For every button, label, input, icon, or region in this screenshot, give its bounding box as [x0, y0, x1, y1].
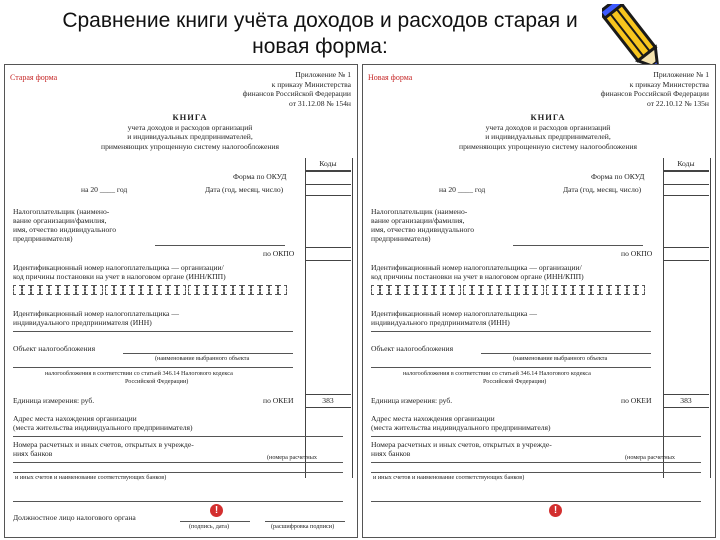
inn-digit-cell — [463, 285, 472, 295]
bank-note: и иных счетов и наименование соответствующих банков) — [15, 474, 167, 481]
inn-digit-cell — [141, 285, 150, 295]
official-label: Должностное лицо налогового органа — [13, 513, 136, 522]
signature-name-hint: (расшифровка подписи) — [271, 523, 335, 530]
new-form-page — [362, 64, 716, 538]
object-label: Объект налогообложения — [13, 344, 96, 353]
address-label-line: Адрес места нахождения организации — [371, 414, 495, 423]
taxpayer-label-line: вание организации/фамилия, — [371, 216, 465, 225]
object-note-line: Российской Федерации) — [483, 378, 547, 385]
book-heading — [423, 113, 673, 151]
book-subtitle-line: учета доходов и расходов организаций — [485, 122, 611, 132]
accounts-line — [13, 462, 343, 463]
object-line — [481, 353, 651, 354]
inn-digit-cell — [76, 285, 85, 295]
inn-digit-cell — [150, 285, 159, 295]
inn-digit-cell — [40, 285, 49, 295]
inn-kpp-label-line: код причины постановки на учет в налоговом органе (ИНН/КПП) — [371, 272, 584, 281]
accounts-label-line: ниях банков — [13, 449, 53, 458]
inn-digit-cell — [636, 285, 645, 295]
object-note-line: налогообложения в соответствии со статьей 346.14 Налогового кодекса — [403, 370, 591, 377]
inn-digit-cell — [206, 285, 215, 295]
inn-digit-cell — [251, 285, 260, 295]
appendix-line: финансов Российской Федерации — [242, 89, 351, 98]
appendix-line: от 22.10.12 № 135н — [647, 98, 709, 108]
inn-digit-cell — [508, 285, 517, 295]
object-label: Объект налогообложения — [371, 344, 454, 353]
inn-kpp-label-line: Идентификационный номер налогоплательщика — организации/ — [13, 263, 224, 272]
accounts-line — [371, 462, 701, 463]
book-heading — [65, 113, 315, 151]
address-label-line: (места жительства индивидуального предпринимателя) — [13, 423, 193, 432]
date-code-cell — [305, 183, 351, 196]
inn-digit-cell — [67, 285, 76, 295]
attention-mark-icon: ! — [549, 504, 562, 517]
inn-ip-label-line: индивидуального предпринимателя (ИНН) — [371, 318, 510, 327]
inn-ip-label-line: индивидуального предпринимателя (ИНН) — [13, 318, 152, 327]
accounts-label-line: Номера расчетных и иных счетов, открытых в учрежде- — [13, 440, 194, 449]
book-title: КНИГА — [172, 112, 208, 122]
inn-ip-label-line: Идентификационный номер налогоплательщика — — [371, 309, 537, 318]
inn-digit-cell — [224, 285, 233, 295]
inn-ip-line — [13, 331, 293, 332]
inn-kpp-label-line: код причины постановки на учет в налоговом органе (ИНН/КПП) — [13, 272, 226, 281]
taxpayer-label-line: вание организации/фамилия, — [13, 216, 107, 225]
inn-digit-cell — [13, 285, 22, 295]
book-subtitle-line: учета доходов и расходов организаций — [127, 122, 253, 132]
okud-label: Форма по ОКУД — [591, 172, 645, 181]
form-version-tag: Старая форма — [10, 73, 58, 82]
accounts-hint: (номера расчетных — [625, 454, 675, 461]
object-line — [123, 353, 293, 354]
inn-digit-cell — [188, 285, 197, 295]
taxpayer-label-line: предпринимателя) — [13, 234, 73, 243]
okpo-code-cell — [305, 247, 351, 261]
bank-line-2 — [371, 501, 701, 502]
inn-digit-cell — [535, 285, 544, 295]
object-line-2 — [371, 367, 651, 368]
form-version-tag: Новая форма — [368, 73, 413, 82]
inn-digit-cell — [389, 285, 398, 295]
inn-digit-cell — [114, 285, 123, 295]
inn-digit-cell — [22, 285, 31, 295]
appendix-line: Приложение № 1 — [295, 70, 351, 79]
taxpayer-label-line: Налогоплательщик (наимено- — [13, 207, 110, 216]
inn-digit-cell — [591, 285, 600, 295]
inn-kpp-label-line: Идентификационный номер налогоплательщика — организации/ — [371, 263, 582, 272]
slide-title-line-1: Сравнение книги учёта доходов и расходов старая и — [62, 9, 578, 32]
inn-digit-cell — [416, 285, 425, 295]
year-label: на 20 ____ год — [439, 185, 486, 194]
object-note-line: налогообложения в соответствии со статьей 346.14 Налогового кодекса — [45, 370, 233, 377]
accounts-label-line: ниях банков — [371, 449, 411, 458]
inn-digit-cell — [132, 285, 141, 295]
book-subtitle-line: применяющих упрощенную систему налогообложения — [101, 141, 279, 151]
appendix-line: от 31.12.08 № 154н — [289, 98, 351, 108]
inn-digit-cell — [159, 285, 168, 295]
inn-digit-cell — [582, 285, 591, 295]
object-line-2 — [13, 367, 293, 368]
signature-name-line — [265, 521, 345, 522]
unit-label: Единица измерения: руб. — [13, 396, 95, 405]
inn-digit-cell — [123, 285, 132, 295]
date-label: Дата (год, месяц, число) — [563, 185, 642, 194]
inn-digit-cell — [380, 285, 389, 295]
inn-digit-cell — [269, 285, 278, 295]
inn-digit-cell — [618, 285, 627, 295]
inn-digit-cell — [49, 285, 58, 295]
book-subtitle-line: применяющих упрощенную систему налогообложения — [459, 141, 637, 151]
appendix-reference — [559, 70, 709, 108]
signature-hint: (подпись, дата) — [189, 523, 230, 530]
book-title: КНИГА — [530, 112, 566, 122]
taxpayer-label-line: имя, отчество индивидуального — [371, 225, 475, 234]
inn-digit-cell — [398, 285, 407, 295]
taxpayer-label-line: имя, отчество индивидуального — [13, 225, 117, 234]
inn-kpp-cells — [13, 285, 287, 295]
inn-digit-cell — [434, 285, 443, 295]
inn-digit-cell — [600, 285, 609, 295]
bank-line — [13, 472, 343, 473]
inn-digit-cell — [31, 285, 40, 295]
inn-digit-cell — [452, 285, 461, 295]
taxpayer-label-line: Налогоплательщик (наимено- — [371, 207, 468, 216]
inn-digit-cell — [564, 285, 573, 295]
slide-title-line-2: новая форма: — [252, 35, 388, 58]
old-form-page — [4, 64, 358, 538]
inn-digit-cell — [242, 285, 251, 295]
inn-ip-label-line: Идентификационный номер налогоплательщика — — [13, 309, 179, 318]
codes-column — [305, 158, 353, 478]
inn-digit-cell — [627, 285, 636, 295]
object-hint: (наименование выбранного объекта — [513, 355, 608, 362]
inn-digit-cell — [499, 285, 508, 295]
codes-header: Коды — [663, 158, 709, 171]
signature-line — [180, 521, 250, 522]
inn-digit-cell — [425, 285, 434, 295]
inn-digit-cell — [546, 285, 555, 295]
accounts-label-line: Номера расчетных и иных счетов, открытых в учрежде- — [371, 440, 552, 449]
inn-kpp-cells — [371, 285, 645, 295]
inn-digit-cell — [526, 285, 535, 295]
appendix-line: к приказу Министерства — [629, 79, 709, 89]
okei-code-cell: 383 — [305, 394, 351, 408]
book-subtitle-line: и индивидуальных предпринимателей, — [127, 132, 253, 141]
codes-header: Коды — [305, 158, 351, 171]
bank-note: и иных счетов и наименование соответствующих банков) — [373, 474, 525, 481]
inn-digit-cell — [609, 285, 618, 295]
inn-ip-line — [371, 331, 651, 332]
inn-digit-cell — [260, 285, 269, 295]
okei-code-cell: 383 — [663, 394, 709, 408]
inn-digit-cell — [573, 285, 582, 295]
address-line — [13, 436, 343, 437]
object-note-line: Российской Федерации) — [125, 378, 189, 385]
attention-mark-icon: ! — [210, 504, 223, 517]
inn-digit-cell — [278, 285, 287, 295]
taxpayer-name-line — [513, 245, 643, 246]
taxpayer-name-line — [155, 245, 285, 246]
date-code-cell — [663, 183, 709, 196]
inn-digit-cell — [58, 285, 67, 295]
bank-line-2 — [13, 501, 343, 502]
inn-digit-cell — [105, 285, 114, 295]
okei-label: по ОКЕИ — [263, 396, 294, 405]
appendix-line: Приложение № 1 — [653, 70, 709, 79]
okpo-label: по ОКПО — [263, 249, 295, 258]
accounts-hint: (номера расчетных — [267, 454, 317, 461]
inn-digit-cell — [555, 285, 564, 295]
slide-title — [40, 8, 600, 60]
okud-label: Форма по ОКУД — [233, 172, 287, 181]
inn-digit-cell — [443, 285, 452, 295]
inn-digit-cell — [472, 285, 481, 295]
okei-label: по ОКЕИ — [621, 396, 652, 405]
object-hint: (наименование выбранного объекта — [155, 355, 250, 362]
okpo-label: по ОКПО — [621, 249, 653, 258]
inn-digit-cell — [407, 285, 416, 295]
address-line — [371, 436, 701, 437]
inn-digit-cell — [94, 285, 103, 295]
inn-digit-cell — [168, 285, 177, 295]
inn-digit-cell — [481, 285, 490, 295]
appendix-line: финансов Российской Федерации — [600, 89, 709, 98]
taxpayer-label-line: предпринимателя) — [371, 234, 431, 243]
inn-digit-cell — [215, 285, 224, 295]
appendix-reference — [201, 70, 351, 108]
inn-digit-cell — [233, 285, 242, 295]
inn-digit-cell — [490, 285, 499, 295]
date-label: Дата (год, месяц, число) — [205, 185, 284, 194]
inn-digit-cell — [517, 285, 526, 295]
codes-column — [663, 158, 711, 478]
inn-digit-cell — [371, 285, 380, 295]
inn-digit-cell — [85, 285, 94, 295]
address-label-line: (места жительства индивидуального предпринимателя) — [371, 423, 551, 432]
appendix-line: к приказу Министерства — [271, 79, 351, 89]
book-subtitle-line: и индивидуальных предпринимателей, — [485, 132, 611, 141]
address-label-line: Адрес места нахождения организации — [13, 414, 137, 423]
year-label: на 20 ____ год — [81, 185, 128, 194]
inn-digit-cell — [197, 285, 206, 295]
unit-label: Единица измерения: руб. — [371, 396, 453, 405]
okpo-code-cell — [663, 247, 709, 261]
inn-digit-cell — [177, 285, 186, 295]
bank-line — [371, 472, 701, 473]
